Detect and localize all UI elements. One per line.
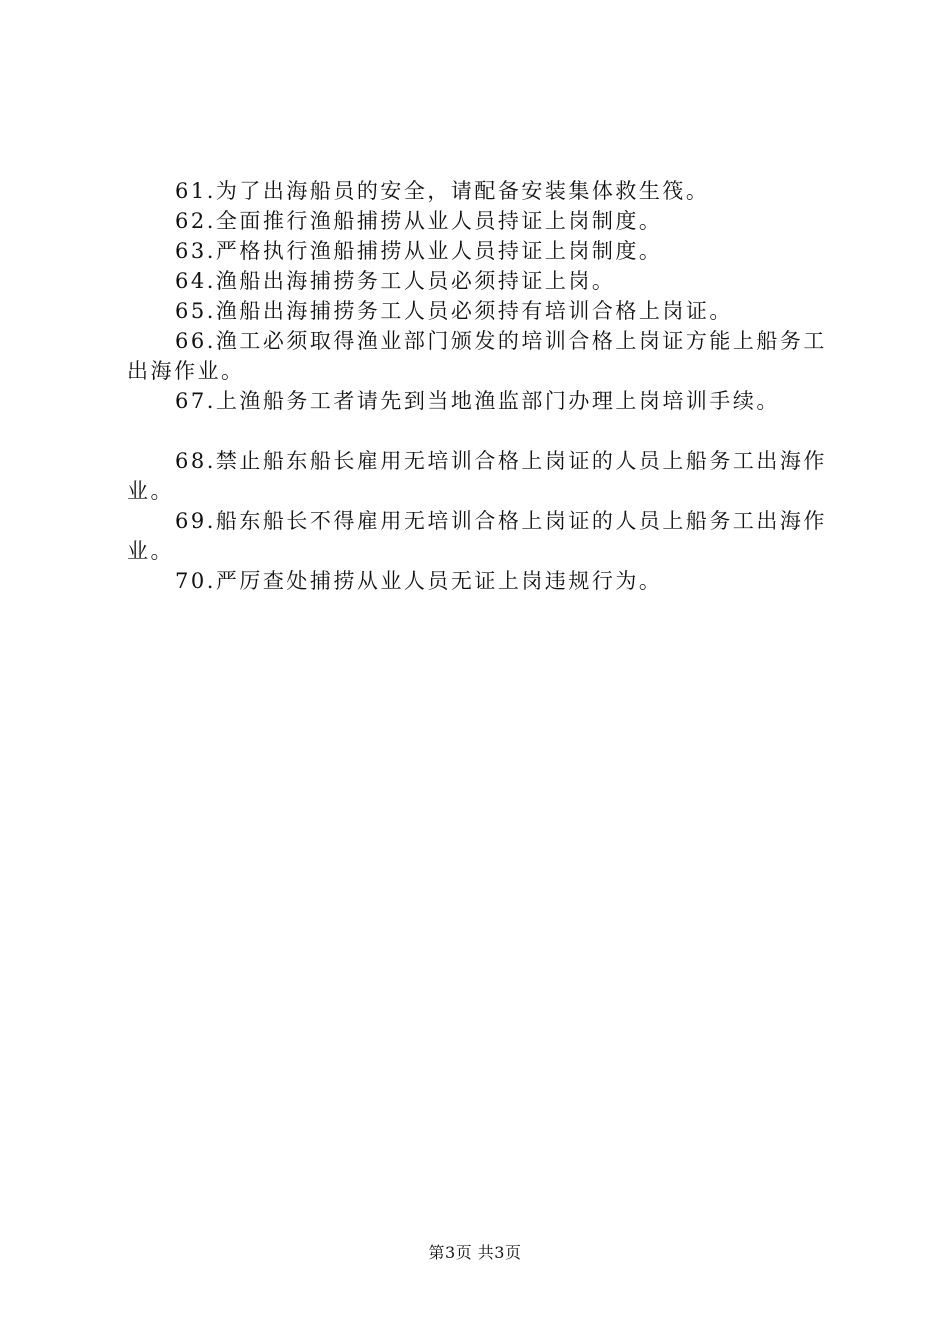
paragraph-63: 63.严格执行渔船捕捞从业人员持证上岗制度。 (175, 239, 663, 263)
document-body (127, 176, 832, 596)
page-footer (0, 1242, 950, 1264)
page-number-label: 第3页 共3页 (428, 1243, 522, 1262)
paragraph-68: 68.禁止船东船长雇用无培训合格上岗证的人员上船务工出海作业。 (127, 449, 827, 503)
paragraph-70: 70.严厉查处捕捞从业人员无证上岗违规行为。 (175, 569, 663, 593)
paragraph-64: 64.渔船出海捕捞务工人员必须持证上岗。 (175, 269, 616, 293)
paragraph-69: 69.船东船长不得雇用无培训合格上岗证的人员上船务工出海作业。 (127, 509, 827, 563)
paragraph-62: 62.全面推行渔船捕捞从业人员持证上岗制度。 (175, 209, 663, 233)
paragraph-61: 61.为了出海船员的安全，请配备安装集体救生筏。 (175, 179, 710, 203)
paragraph-65: 65.渔船出海捕捞务工人员必须持有培训合格上岗证。 (175, 299, 733, 323)
paragraph-66: 66.渔工必须取得渔业部门颁发的培训合格上岗证方能上船务工出海作业。 (127, 329, 827, 383)
paragraph-67: 67.上渔船务工者请先到当地渔监部门办理上岗培训手续。 (175, 389, 780, 413)
